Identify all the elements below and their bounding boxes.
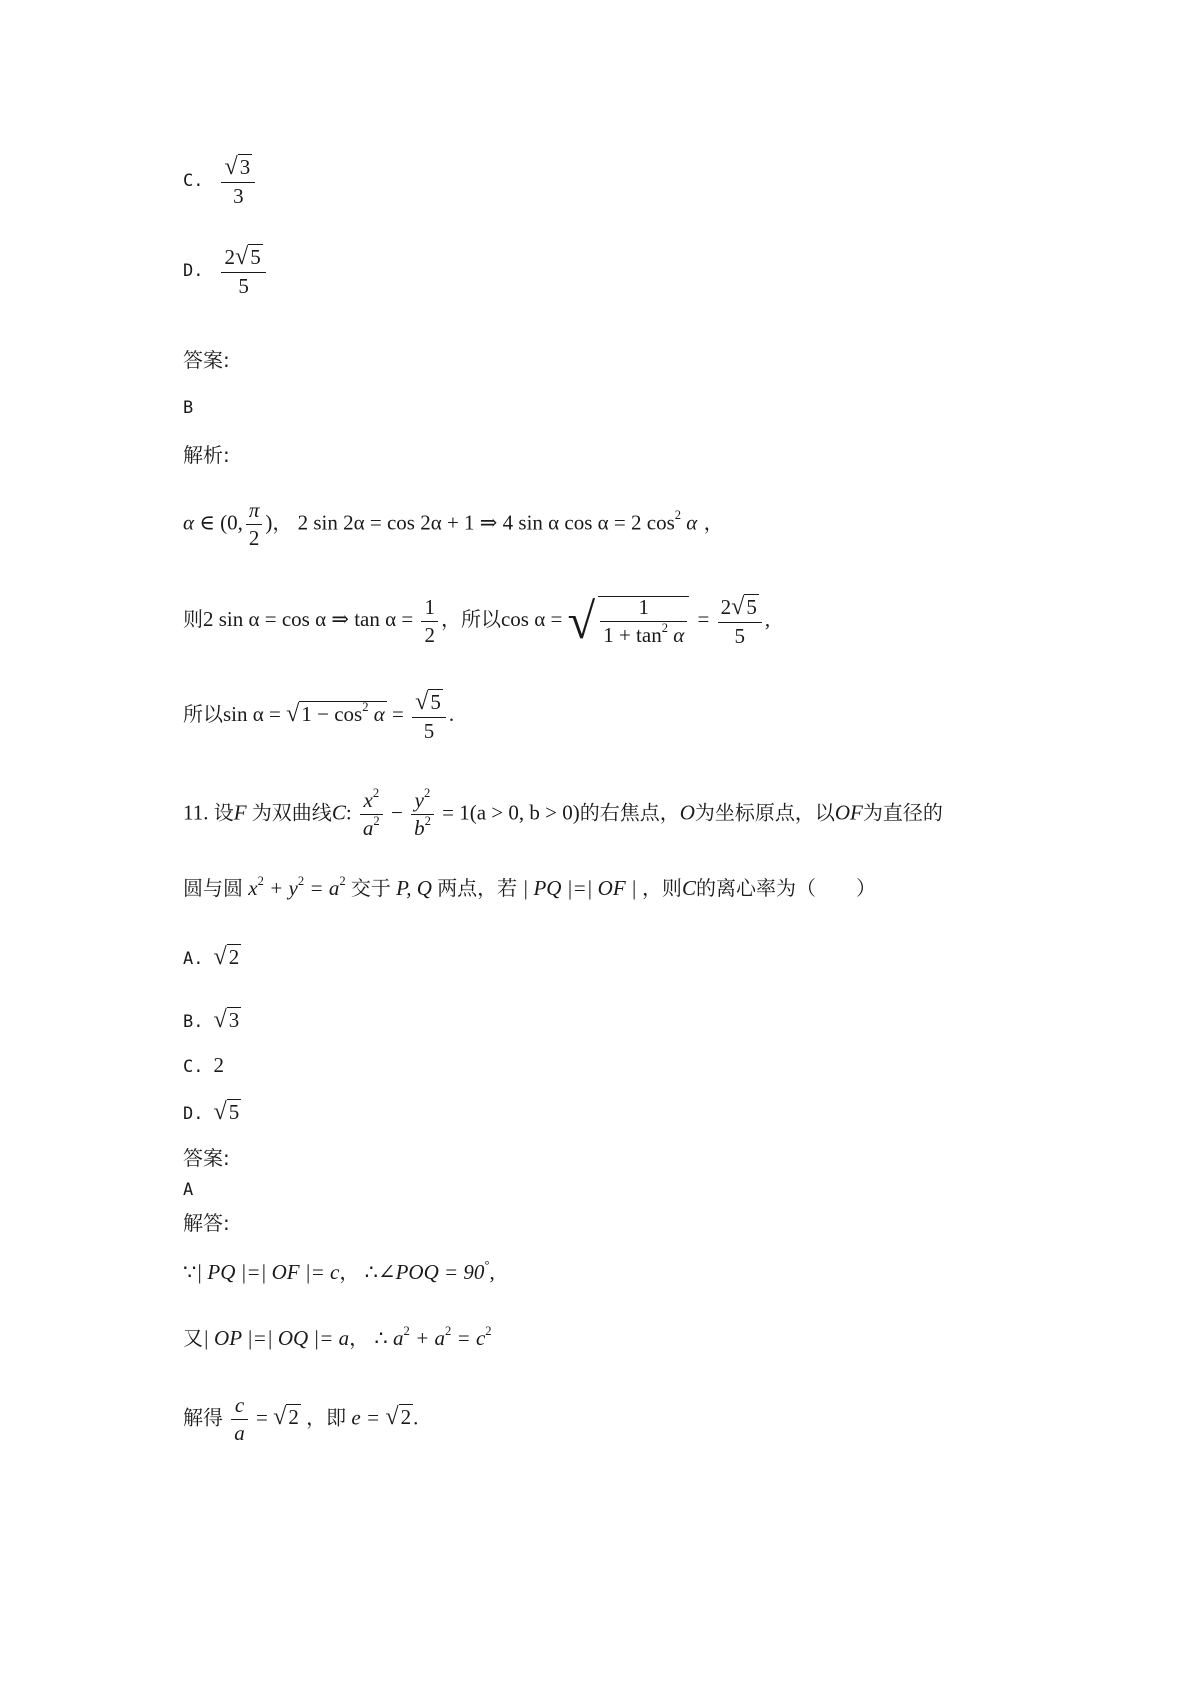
answer-heading: 答案: <box>183 348 230 372</box>
option-c: C. $\frac{√3}{3}$ <box>183 155 258 207</box>
solution-heading: 解答: <box>183 1211 230 1235</box>
option-c-q11: C. 2 <box>183 1053 224 1077</box>
option-c-fraction: $\frac{√3}{3}$ <box>221 155 255 207</box>
question-number: 11. <box>183 800 209 825</box>
option-d: D. $\frac{2√5}{5}$ <box>183 245 269 297</box>
solution-step-2: 又| OP |=| OQ |= a， ∴ $a^2 + a^2 = c^2$ <box>183 1323 492 1350</box>
analysis-heading: 解析: <box>183 443 230 467</box>
analysis-step-3: 所以$\sin \alpha = √1 - \cos^2 \alpha$ = $\frac{√5}{5}$ . <box>183 688 455 744</box>
analysis-step-2: 则2 sin α = cos α ⇒ tan α = $\frac{1}{2}$ ，所以cos α = √ $\frac{1}{1 + \tan^2 \alpha}$ = $\frac{2√5}{5}$ , <box>183 592 771 649</box>
solution-step-1: ∵| PQ |=| OF |= c， ∴∠POQ = 90°, <box>183 1257 495 1284</box>
option-d-q11: D. √5 <box>183 1098 240 1125</box>
answer-value: B <box>183 398 194 418</box>
question-11-line-2: 圆与圆 $x^2 + y^2 = a^2$ 交于 P, Q 两点，若 | PQ |=| OF | ，则C的离心率为（ ） <box>183 873 876 900</box>
question-11-line-1: 11. 设F 为双曲线C: $\frac{x^2}{a^2}$ − $\frac{y^2}{b^2}$ = 1(a > 0, b > 0)的右焦点，O为坐标原点，以OF为直径的 <box>183 785 943 840</box>
option-a: A. √2 <box>183 943 240 970</box>
option-d-fraction: $\frac{2√5}{5}$ <box>221 245 265 297</box>
answer-value-2: A <box>183 1180 194 1200</box>
solution-step-3: 解得 $\frac{c}{a}$ = √2 ，即 e = √2. <box>183 1393 419 1445</box>
analysis-step-1: α ∈ (0, $\frac{\pi}{2}$ )， 2 sin 2α = cos 2α + 1 ⇒ 4 sin α cos α = 2 $\cos^2 \alpha$ ， <box>183 498 724 550</box>
answer-heading-2: 答案: <box>183 1146 230 1170</box>
option-b: B. √3 <box>183 1006 240 1033</box>
